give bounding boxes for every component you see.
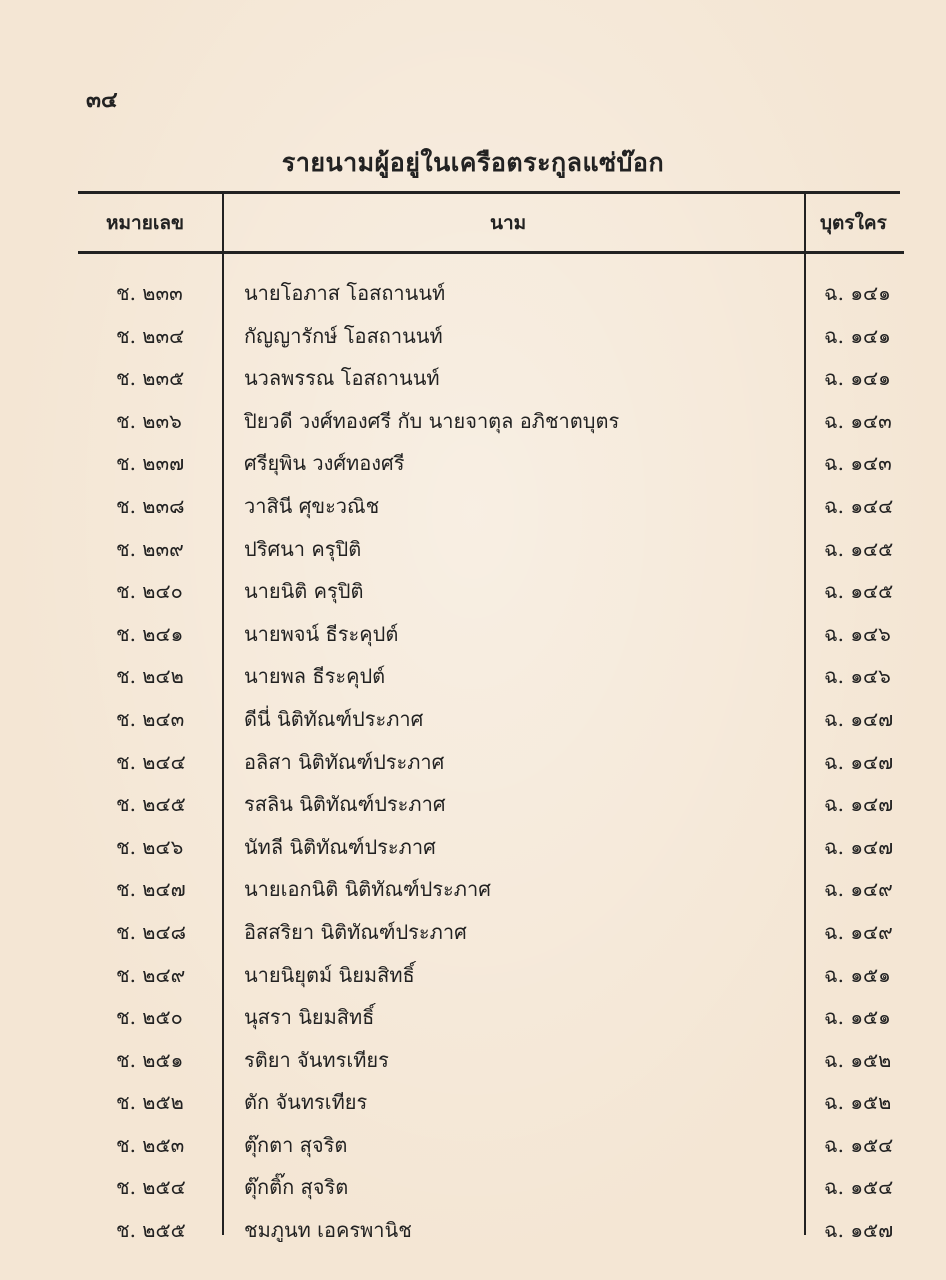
row-name: นายเอกนิติ นิติทัณฑ์ประภาศ (244, 877, 491, 902)
table-header-rule (78, 251, 904, 254)
row-name: นัทลี นิติทัณฑ์ประภาศ (244, 834, 436, 859)
row-number: ช. ๒๕๐ (116, 1005, 183, 1030)
table-row (0, 442, 946, 485)
row-number: ช. ๒๔๕ (116, 792, 186, 817)
row-name: ตุ๊กติ๊ก สุจริต (244, 1175, 349, 1200)
row-name: อลิสา นิติทัณฑ์ประภาศ (244, 749, 445, 774)
header-number: หมายเลข (106, 212, 184, 234)
row-name: ปริศนา ครุปิติ (244, 536, 362, 561)
table-row (0, 1209, 946, 1252)
row-name: นายโอภาส โอสถานนท์ (244, 281, 446, 305)
table-row (0, 954, 946, 997)
row-number: ช. ๒๕๓ (116, 1132, 185, 1157)
row-number: ช. ๒๕๒ (116, 1090, 184, 1115)
row-name: นายนิยุตม์ นิยมสิทธิ์ (244, 962, 415, 987)
row-parent: ฉ. ๑๕๔ (824, 1132, 894, 1157)
table-row (0, 400, 946, 443)
table-row (0, 528, 946, 571)
header-name: นาม (490, 212, 527, 234)
row-parent: ฉ. ๑๔๓ (824, 408, 892, 433)
row-name: รสลิน นิติทัณฑ์ประภาศ (244, 792, 446, 817)
row-parent: ฉ. ๑๕๔ (824, 1175, 894, 1200)
row-number: ช. ๒๓๓ (116, 281, 183, 305)
row-parent: ฉ. ๑๔๗ (824, 792, 894, 817)
row-number: ช. ๒๓๘ (116, 493, 185, 518)
row-number: ช. ๒๔๒ (116, 664, 184, 689)
row-parent: ฉ. ๑๕๒ (824, 1047, 892, 1072)
row-number: ช. ๒๔๗ (116, 877, 186, 902)
row-parent: ฉ. ๑๔๕ (824, 579, 894, 604)
row-parent: ฉ. ๑๕๑ (824, 962, 891, 987)
table-row (0, 485, 946, 528)
row-parent: ฉ. ๑๔๑ (824, 323, 891, 348)
page-title: รายนามผู้อยู่ในเครือตระกูลแซ่บ๊อก (281, 148, 665, 177)
table-row (0, 826, 946, 869)
row-number: ช. ๒๓๙ (116, 536, 184, 561)
row-parent: ฉ. ๑๔๖ (824, 621, 891, 646)
table-row (0, 996, 946, 1039)
row-parent: ฉ. ๑๔๔ (824, 493, 894, 518)
row-parent: ฉ. ๑๔๙ (824, 877, 893, 902)
row-name: กัญญารักษ์ โอสถานนท์ (244, 323, 443, 348)
row-number: ช. ๒๕๔ (116, 1175, 186, 1200)
row-parent: ฉ. ๑๔๑ (824, 366, 891, 391)
row-parent: ฉ. ๑๔๗ (824, 834, 894, 859)
row-parent: ฉ. ๑๔๖ (824, 664, 891, 689)
table-body (0, 272, 946, 1252)
row-name: ตัก จันทรเทียร (244, 1090, 368, 1115)
header-parent: บุตรใคร (820, 212, 887, 234)
row-number: ช. ๒๔๘ (116, 919, 187, 944)
page-number: ๓๔ (86, 87, 118, 113)
row-name: รติยา จันทรเทียร (244, 1047, 389, 1072)
row-number: ช. ๒๕๕ (116, 1218, 186, 1243)
table-row (0, 1166, 946, 1209)
row-name: ศรียุพิน วงศ์ทองศรี (244, 451, 405, 476)
row-number: ช. ๒๓๔ (116, 323, 185, 348)
row-parent: ฉ. ๑๔๗ (824, 706, 894, 731)
row-name: ปิยวดี วงศ์ทองศรี กับ นายจาตุล อภิชาตบุตร (244, 408, 620, 433)
row-number: ช. ๒๔๓ (116, 706, 185, 731)
table-row (0, 1039, 946, 1082)
row-name: ตุ๊กตา สุจริต (244, 1132, 348, 1157)
row-parent: ฉ. ๑๔๑ (824, 281, 891, 305)
row-name: ดีนี่ นิติทัณฑ์ประภาศ (244, 706, 424, 731)
table-row (0, 357, 946, 400)
row-parent: ฉ. ๑๕๒ (824, 1090, 892, 1115)
table-row (0, 1081, 946, 1124)
row-number: ช. ๒๔๑ (116, 621, 184, 646)
table-row (0, 911, 946, 954)
table-row (0, 741, 946, 784)
table-row (0, 783, 946, 826)
row-number: ช. ๒๔๖ (116, 834, 184, 859)
row-parent: ฉ. ๑๔๓ (824, 451, 892, 476)
row-name: อิสสริยา นิติทัณฑ์ประภาศ (244, 919, 467, 944)
row-number: ช. ๒๓๕ (116, 366, 185, 391)
row-name: นายพจน์ ธีระคุปต์ (244, 621, 399, 646)
row-parent: ฉ. ๑๕๗ (824, 1218, 894, 1243)
row-name: นุสรา นิยมสิทธิ์ (244, 1005, 375, 1030)
row-number: ช. ๒๓๖ (116, 408, 182, 433)
row-number: ช. ๒๔๐ (116, 579, 183, 604)
row-name: ชมภูนท เอครพานิช (244, 1218, 412, 1243)
row-number: ช. ๒๔๙ (116, 962, 186, 987)
row-name: วาสินี ศุขะวณิช (244, 493, 380, 518)
table-row (0, 655, 946, 698)
table-row (0, 570, 946, 613)
row-parent: ฉ. ๑๕๑ (824, 1005, 891, 1030)
row-parent: ฉ. ๑๔๙ (824, 919, 893, 944)
table-row (0, 1124, 946, 1167)
row-name: นายนิติ ครุปิติ (244, 579, 364, 604)
row-number: ช. ๒๓๗ (116, 451, 185, 476)
table-row (0, 613, 946, 656)
table-row (0, 272, 946, 315)
row-number: ช. ๒๕๑ (116, 1047, 184, 1072)
table-row (0, 868, 946, 911)
table-top-rule (78, 191, 900, 194)
table-row (0, 315, 946, 358)
table-row (0, 698, 946, 741)
row-parent: ฉ. ๑๔๗ (824, 749, 894, 774)
row-number: ช. ๒๔๔ (116, 749, 186, 774)
row-parent: ฉ. ๑๔๕ (824, 536, 894, 561)
row-name: นวลพรรณ โอสถานนท์ (244, 366, 440, 391)
row-name: นายพล ธีระคุปต์ (244, 664, 386, 689)
